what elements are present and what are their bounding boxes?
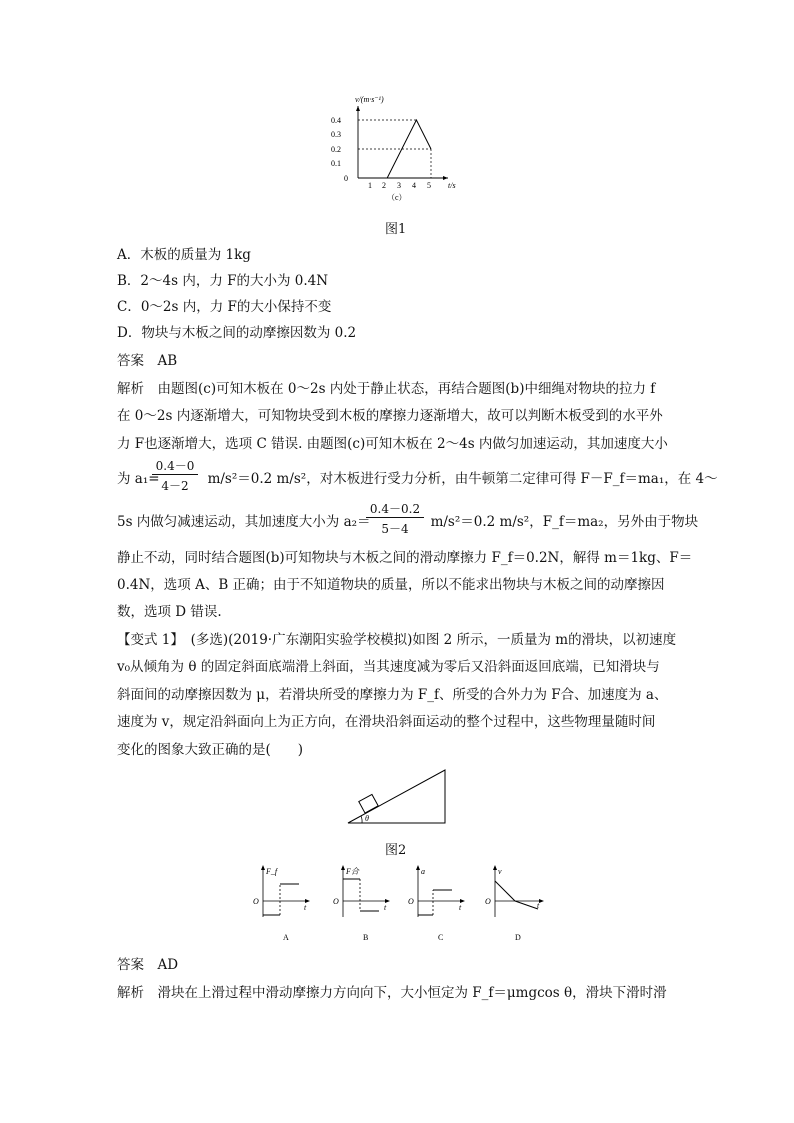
graph-line — [515, 901, 538, 909]
y-axis-arrow — [261, 865, 265, 870]
text-segment: 5s 内做匀减速运动，其加速度大小为 a₂＝ — [117, 514, 371, 530]
y-axis-label: v/(m·s⁻¹) — [355, 95, 384, 104]
analysis-2-line: 解析 滑块在上滑过程中滑动摩擦力方向向下，大小恒定为 F_f＝μmgcos θ，滑块下滑时滑 — [117, 985, 667, 1001]
figure-2-caption: 图2 — [385, 843, 407, 858]
y-axis-label: a — [421, 867, 425, 876]
fraction-numerator: 0.4－0.2 — [369, 502, 421, 516]
analysis-1-line: 0.4N，选项 A、B 正确；由于不知道物块的质量，所以不能求出物块与木板之间的动摩擦因 — [117, 577, 665, 593]
figure-1-vt-graph — [330, 92, 470, 212]
fraction-denominator: 5－4 — [381, 522, 409, 536]
graph-a — [250, 863, 315, 943]
fraction-bar — [152, 474, 198, 475]
fraction-denominator: 4－2 — [161, 479, 189, 493]
t-axis-arrow — [539, 899, 544, 903]
y-axis-label: F合 — [346, 867, 359, 876]
y-axis-arrow — [493, 865, 497, 870]
y-tick-label: 0 — [344, 174, 348, 183]
graph-c — [405, 863, 470, 943]
x-axis-arrow — [443, 176, 448, 180]
graph-b — [330, 863, 395, 943]
variant-line: 变化的图象大致正确的是( ) — [117, 742, 304, 758]
answer-1: 答案 AB — [117, 353, 178, 369]
y-axis-arrow — [341, 865, 345, 870]
option-d: D．物块与木板之间的动摩擦因数为 0.2 — [117, 325, 357, 341]
x-axis-label: t/s — [448, 181, 456, 190]
analysis-1-line: 力 F也逐渐增大，选项 C 错误. 由题图(c)可知木板在 2～4s 内做匀加速运动，其加速度大小 — [117, 436, 668, 452]
variant-line: v₀从倾角为 θ 的固定斜面底端滑上斜面，当其速度减为零后又沿斜面返回底端，已知滑块与 — [117, 659, 660, 675]
x-tick-label: 4 — [412, 181, 416, 190]
fraction-numerator: 0.4－0 — [155, 459, 195, 473]
text-segment: m/s²＝0.2 m/s²，对木板进行受力分析，由牛顿第二定律可得 F－F_f＝ma₁，在 4～ — [207, 471, 718, 487]
variant-line: 速度为 v，规定沿斜面向上为正方向，在滑块沿斜面运动的整个过程中，这些物理量随时间 — [117, 714, 656, 730]
y-axis-arrow — [356, 106, 360, 111]
graph-letter: C — [438, 933, 444, 942]
y-tick-label: 0.4 — [331, 116, 341, 125]
analysis-1-line: 在 0～2s 内逐渐增大，可知物块受到木板的摩擦力逐渐增大，故可以判断木板受到的水平外 — [117, 408, 663, 424]
angle-label: θ — [365, 814, 369, 823]
option-b: B．2～4s 内，力 F的大小为 0.4N — [117, 273, 329, 289]
origin-label: O — [408, 897, 414, 906]
sliding-block — [359, 794, 378, 813]
origin-label: O — [333, 897, 339, 906]
origin-label: O — [253, 897, 259, 906]
x-tick-label: 2 — [382, 181, 386, 190]
text-segment: m/s²＝0.2 m/s²，F_f＝ma₂，另外由于物块 — [430, 514, 699, 530]
t-axis-label: t — [304, 903, 307, 912]
analysis-1-line: 解析 由题图(c)可知木板在 0～2s 内处于静止状态，再结合题图(b)中细绳对物块的拉力 f — [117, 381, 656, 397]
y-tick-label: 0.2 — [331, 145, 341, 154]
graph-line — [495, 881, 515, 901]
text-segment: 为 a₁= — [117, 471, 160, 487]
graph-letter: B — [363, 933, 369, 942]
y-axis-label: F_f — [266, 867, 278, 876]
incline-triangle — [348, 770, 445, 823]
analysis-1-line: 数，选项 D 错误. — [117, 604, 222, 620]
t-axis-label: t — [537, 901, 540, 910]
sub-label: （c） — [387, 193, 407, 202]
analysis-1-line — [117, 469, 718, 489]
angle-arc — [361, 816, 362, 823]
analysis-1-line: 静止不动，同时结合题图(b)可知物块与木板之间的滑动摩擦力 F_f＝0.2N，解得 m＝1kg、F＝ — [117, 550, 693, 566]
t-axis-label: t — [459, 903, 462, 912]
y-axis-arrow — [416, 865, 420, 870]
t-axis-label: t — [384, 903, 387, 912]
y-tick-label: 0.1 — [331, 159, 341, 168]
y-axis-label: v — [498, 867, 502, 876]
origin-label: O — [485, 897, 491, 906]
fraction-bar — [366, 517, 424, 518]
y-tick-label: 0.3 — [331, 130, 341, 139]
graph-letter: A — [283, 933, 289, 942]
x-tick-label: 1 — [368, 181, 372, 190]
x-tick-label: 5 — [427, 181, 431, 190]
variant-line: 【变式 1】 (多选)(2019·广东潮阳实验学校模拟)如图 2 所示，一质量为 m的滑块，以初速度 — [117, 632, 677, 648]
graph-letter: D — [515, 933, 521, 942]
variant-line: 斜面间的动摩擦因数为 μ，若滑块所受的摩擦力为 F_f、所受的合外力为 F合、加速度为 a、 — [117, 687, 668, 703]
option-a: A．木板的质量为 1kg — [117, 247, 251, 263]
x-tick-label: 3 — [397, 181, 401, 190]
option-c: C．0～2s 内，力 F的大小保持不变 — [117, 299, 332, 315]
graph-d — [482, 863, 552, 943]
answer-2: 答案 AD — [117, 957, 179, 973]
figure-2-incline — [345, 764, 450, 828]
figure-1-caption: 图1 — [385, 222, 407, 237]
